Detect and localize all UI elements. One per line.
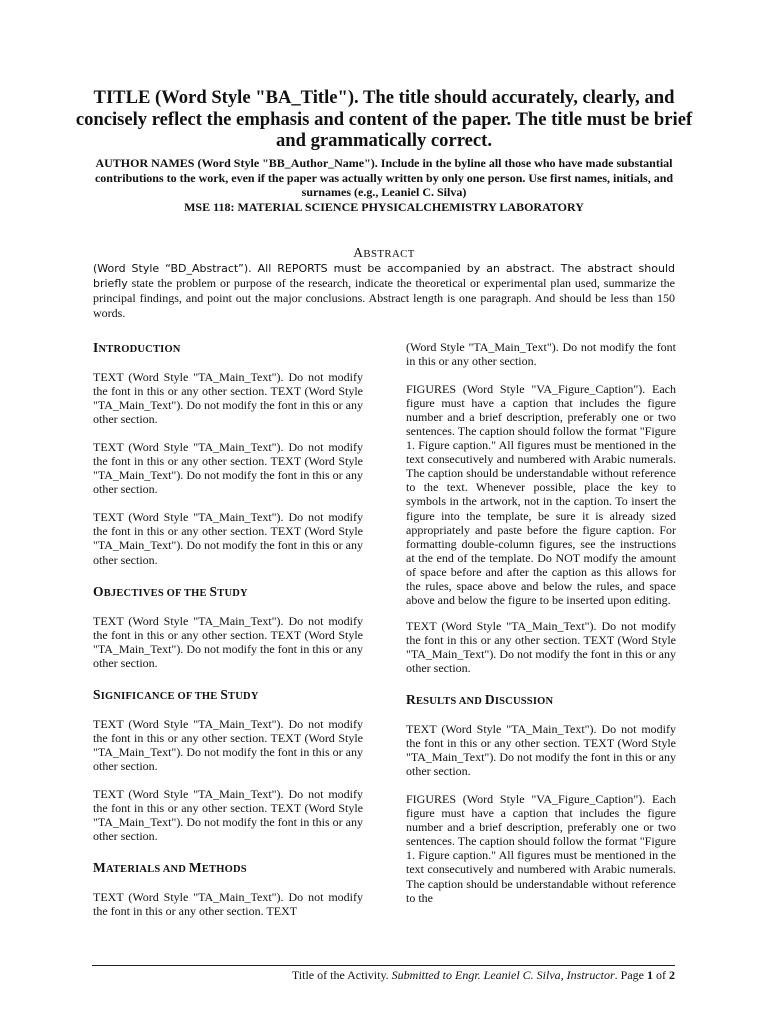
abstract-text — [93, 261, 675, 320]
continued-paragraph: (Word Style "TA_Main_Text"). Do not modify the font in this or any other section. — [406, 340, 676, 369]
figures-paragraph-1: FIGURES (Word Style "VA_Figure_Caption"). Each figure must have a caption that includes the figure number and a brief description, preferably one or two sentences. The caption should follow the format "Figure 1. Figure caption." All figures must be mentioned in the text consecutively and numbered with Arabic numerals. The caption should be understandable without reference to the text. Whenever possible, place the key to symbols in the artwork, not in the caption. To insert the figure into the template, be sure it is already sized appropriately and paste before the figure caption. For formatting double-column figures, see the instructions at the end of the template. Do NOT modify the amount of space before and after the caption as this allows for the rules, space above and below the rules, and space above and below the figure to be inserted upon editing. — [406, 382, 676, 607]
figures-paragraph-2: FIGURES (Word Style "VA_Figure_Caption"). Each figure must have a caption that includes the figure number and a brief description, preferably one or two sentences. The caption should follow the format "Figure 1. Figure caption." All figures must be mentioned in the text consecutively and numbered with Arabic numerals. The caption should be understandable without reference to the — [406, 792, 676, 905]
footer-of-word: of — [656, 968, 666, 982]
footer-page-word: Page — [620, 968, 644, 982]
abstract-heading-initial: A — [353, 245, 364, 260]
right-column — [406, 340, 676, 905]
abstract-first-line: (Word Style “BD_Abstract”). All REPORTS must be accompanied by an abstract. The abstract should briefly — [93, 262, 675, 291]
significance-paragraph-2: TEXT (Word Style "TA_Main_Text"). Do not modify the font in this or any other section. TEXT (Word Style "TA_Main_Text"). Do not modify the font in this or any other section. — [93, 786, 363, 844]
results-paragraph-1: TEXT (Word Style "TA_Main_Text"). Do not modify the font in this or any other section. TEXT (Word Style "TA_Main_Text"). Do not modify the font in this or any other section. — [406, 722, 676, 779]
intro-paragraph-2: TEXT (Word Style "TA_Main_Text"). Do not modify the font in this or any other section. TEXT (Word Style "TA_Main_Text"). Do not modify the font in this or any other section. — [93, 440, 363, 497]
author-names: AUTHOR NAMES (Word Style "BB_Author_Name"). Include in the byline all those who have made substantial contributions to the work, even if the paper was actually written by only one person. Use first names, initials, and surnames (e.g., Leaniel C. Silva) — [94, 156, 674, 199]
footer-page-number: 1 — [647, 968, 653, 982]
intro-paragraph-1: TEXT (Word Style "TA_Main_Text"). Do not modify the font in this or any other section. TEXT (Word Style "TA_Main_Text"). Do not modify the font in this or any other section. — [93, 370, 363, 427]
page-footer: Title of the Activity. Submitted to Engr. Leaniel C. Silva, Instructor. Page 1 of 2 — [291, 968, 675, 982]
heading-introduction: INTRODUCTION — [93, 340, 181, 355]
intro-paragraph-3: TEXT (Word Style "TA_Main_Text"). Do not modify the font in this or any other section. TEXT (Word Style "TA_Main_Text"). Do not modify the font in this or any other section. — [93, 510, 363, 567]
abstract-heading — [0, 245, 768, 261]
footer-submitted: Submitted to Engr. Leaniel C. Silva, Instructor — [391, 968, 615, 982]
objectives-paragraph-1: TEXT (Word Style "TA_Main_Text"). Do not modify the font in this or any other section. TEXT (Word Style "TA_Main_Text"). Do not modify the font in this or any other section. — [93, 613, 363, 670]
heading-significance: SIGNIFICANCE OF THE STUDY — [93, 686, 259, 702]
footer-activity-title: Title of the Activity. — [291, 968, 389, 982]
significance-paragraph-1: TEXT (Word Style "TA_Main_Text"). Do not modify the font in this or any other section. TEXT (Word Style "TA_Main_Text"). Do not modify the font in this or any other section. — [93, 716, 363, 773]
text-paragraph: TEXT (Word Style "TA_Main_Text"). Do not modify the font in this or any other section. TEXT (Word Style "TA_Main_Text"). Do not modify the font in this or any other section. — [406, 618, 676, 675]
author-block — [80, 156, 688, 214]
heading-objectives: OBJECTIVES OF THE STUDY — [93, 583, 248, 599]
heading-results-discussion: RESULTS AND DISCUSSION — [406, 692, 554, 708]
abstract-heading-rest: BSTRACT — [363, 248, 415, 260]
materials-methods-paragraph-1: TEXT (Word Style "TA_Main_Text"). Do not modify the font in this or any other section. TEXT — [93, 890, 363, 919]
footer-rule — [92, 965, 675, 966]
abstract-body: state the problem or purpose of the research, indicate the theoretical or experimental plan used, summarize the principal findings, and point out the major conclusions. Abstract length is one paragraph. And should be less than 150 words. — [93, 276, 676, 320]
paper-title: TITLE (Word Style "BA_Title"). The title should accurately, clearly, and concisely reflect the emphasis and content of the paper. The title must be brief and grammatically correct. — [75, 87, 693, 151]
heading-materials-methods: MATERIALS AND METHODS — [93, 860, 247, 876]
footer-page-total: 2 — [669, 968, 675, 982]
left-column — [93, 340, 363, 918]
course-name: MSE 118: MATERIAL SCIENCE PHYSICALCHEMISTRY LABORATORY — [184, 199, 584, 214]
